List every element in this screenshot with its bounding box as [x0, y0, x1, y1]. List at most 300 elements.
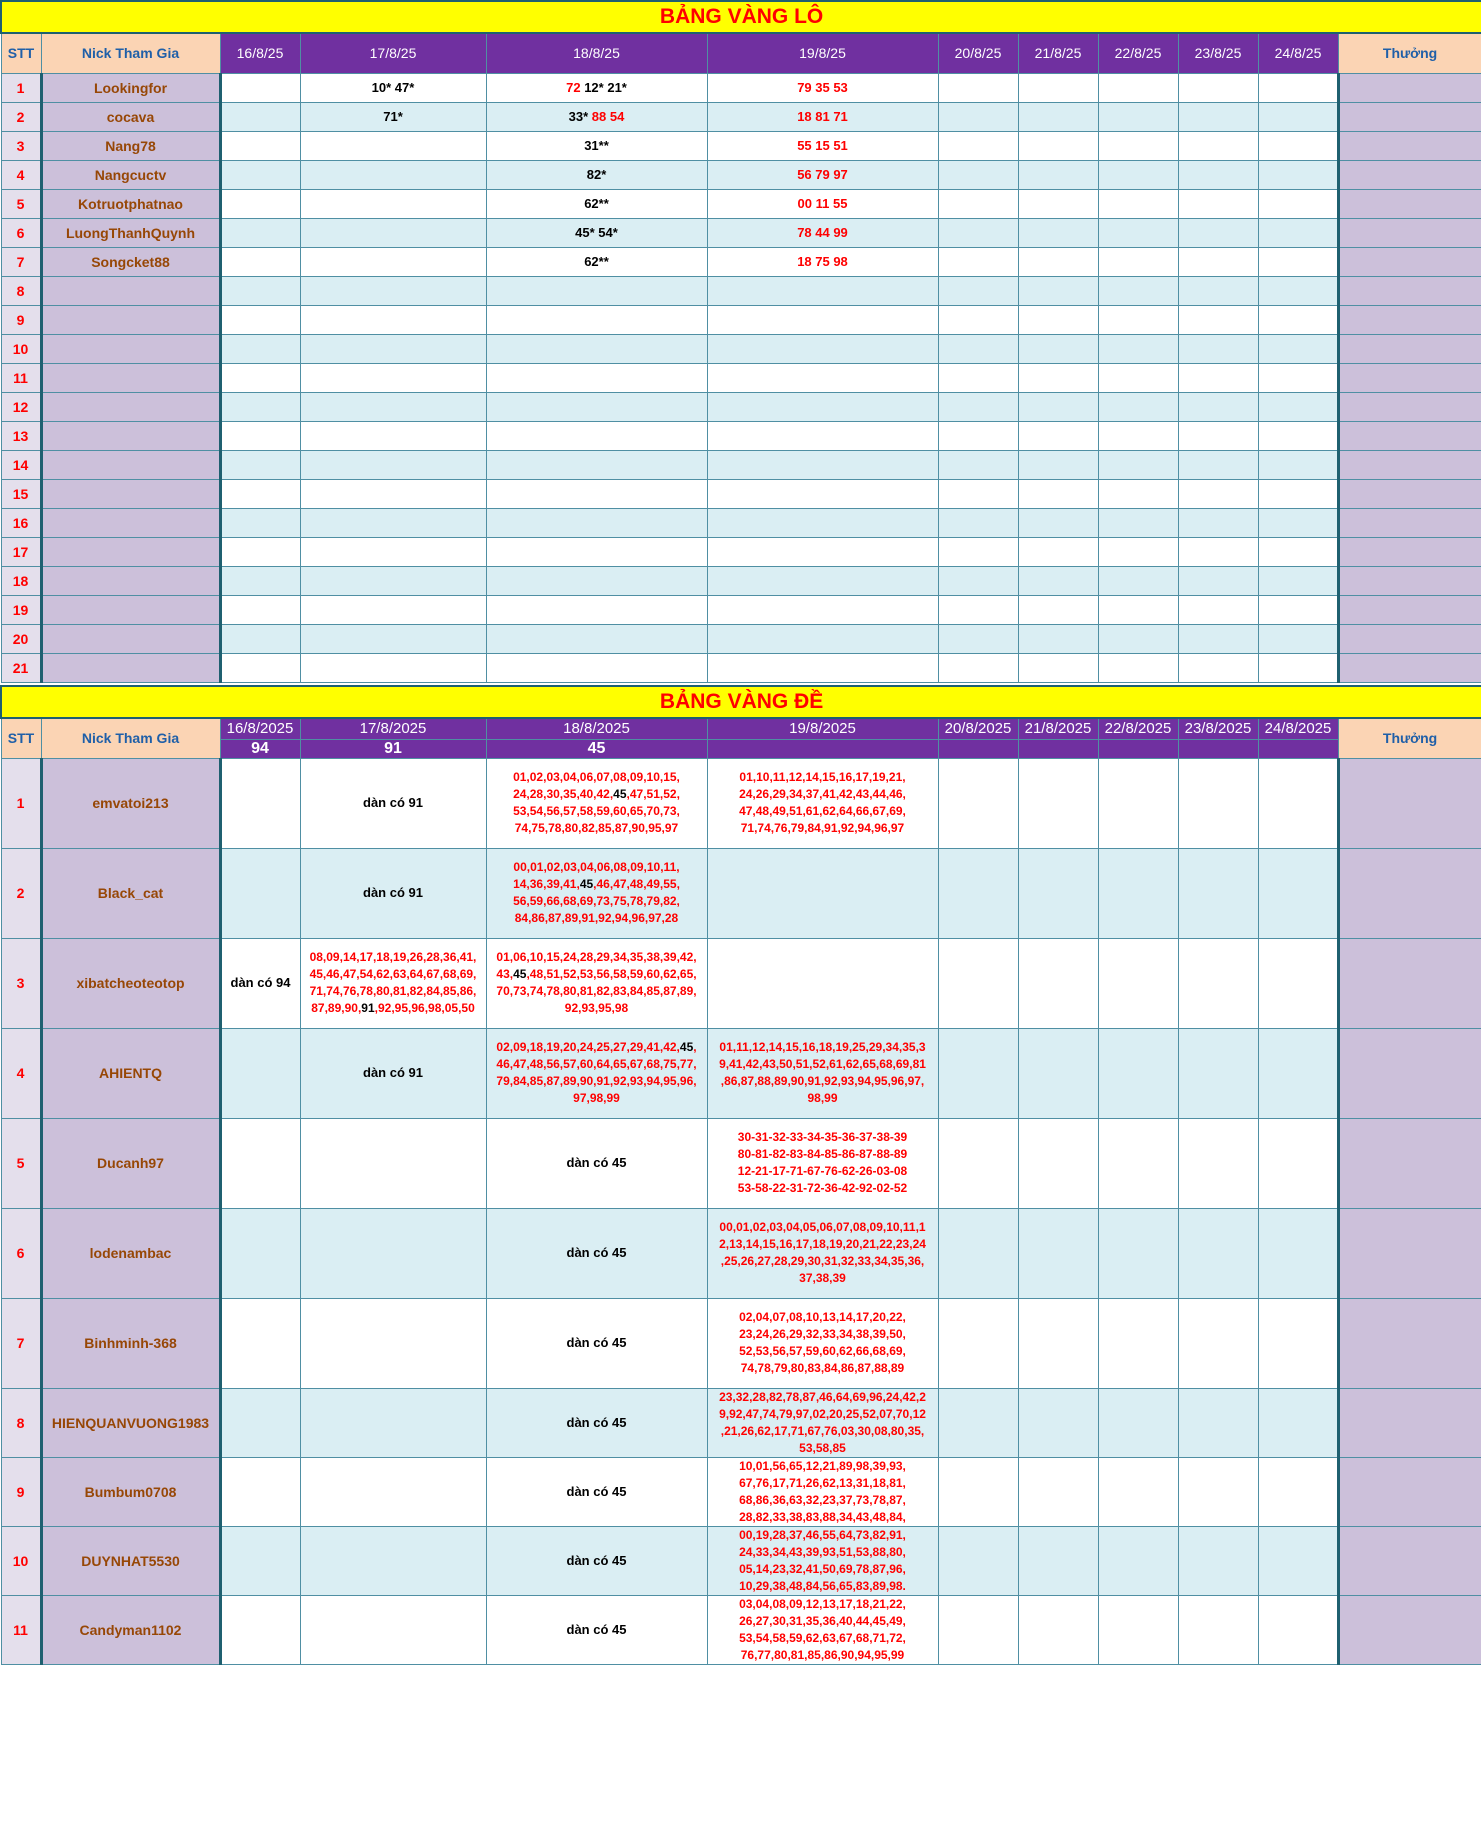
de-entry-part: dàn có 45	[566, 1621, 627, 1637]
row-cell-23-8-25	[1178, 450, 1258, 479]
row-cell-17-8-25	[300, 537, 486, 566]
row-cell-18-8-25	[486, 276, 707, 305]
row-cell-22-8-25	[1098, 247, 1178, 276]
lo-entry-part: 33*	[568, 108, 592, 124]
row-reward	[1338, 450, 1481, 479]
table-row	[1, 566, 1481, 595]
lo-date-header: 20/8/25	[938, 33, 1018, 73]
row-cell-17-8-2025	[300, 848, 486, 938]
row-cell-23-8-25	[1178, 276, 1258, 305]
row-cell-21-8-25	[1018, 102, 1098, 131]
row-cell-21-8-25	[1018, 392, 1098, 421]
row-cell-18-8-25	[486, 595, 707, 624]
lo-entry-part: 55 15 51	[797, 137, 848, 153]
row-stt: 10	[1, 334, 41, 363]
row-cell-18-8-25	[486, 160, 707, 189]
row-cell-20-8-25	[938, 247, 1018, 276]
row-cell-24-8-2025	[1258, 1457, 1338, 1526]
row-cell-19-8-2025	[707, 1118, 938, 1208]
de-title: BẢNG VÀNG ĐỀ	[1, 686, 1481, 718]
row-cell-16-8-2025	[220, 1457, 300, 1526]
row-stt: 3	[1, 938, 41, 1028]
table-row	[1, 1208, 1481, 1298]
row-reward	[1338, 1526, 1481, 1595]
row-stt: 21	[1, 653, 41, 682]
de-entry-part: 03,04,08,09,12,13,17,18,21,22, 26,27,30,31,35,36,40,44,45,49, 53,54,58,59,62,63,67,68,71,72, 76,77,80,81,85,86,90,94,95,99	[739, 1596, 906, 1662]
row-cell-21-8-2025	[1018, 1028, 1098, 1118]
row-cell-17-8-25	[300, 624, 486, 653]
row-cell-18-8-2025	[486, 758, 707, 848]
row-cell-21-8-2025	[1018, 1595, 1098, 1664]
row-cell-24-8-25	[1258, 73, 1338, 102]
row-cell-24-8-25	[1258, 102, 1338, 131]
row-nick	[41, 537, 220, 566]
table-row	[1, 1457, 1481, 1526]
row-stt: 5	[1, 189, 41, 218]
lo-entry-part: 12* 21*	[584, 79, 627, 95]
row-cell-16-8-25	[220, 131, 300, 160]
de-entry-part: 45	[679, 1040, 694, 1054]
row-cell-19-8-2025	[707, 1208, 938, 1298]
de-entry-part: dàn có 94	[230, 975, 291, 990]
row-cell-23-8-25	[1178, 160, 1258, 189]
row-cell-21-8-25	[1018, 189, 1098, 218]
row-cell-23-8-25	[1178, 653, 1258, 682]
row-cell-19-8-25	[707, 276, 938, 305]
table-row	[1, 189, 1481, 218]
row-cell-20-8-25	[938, 218, 1018, 247]
row-cell-16-8-2025	[220, 1526, 300, 1595]
row-cell-17-8-25	[300, 566, 486, 595]
row-cell-24-8-25	[1258, 247, 1338, 276]
row-cell-21-8-25	[1018, 276, 1098, 305]
row-cell-20-8-25	[938, 160, 1018, 189]
table-row	[1, 653, 1481, 682]
row-cell-20-8-25	[938, 363, 1018, 392]
row-stt: 6	[1, 218, 41, 247]
row-cell-16-8-2025	[220, 1595, 300, 1664]
row-nick	[41, 624, 220, 653]
row-cell-24-8-25	[1258, 131, 1338, 160]
row-reward	[1338, 595, 1481, 624]
lo-stt-header: STT	[1, 33, 41, 73]
row-cell-16-8-25	[220, 566, 300, 595]
lo-entry-part: 18 75 98	[797, 253, 848, 269]
row-cell-21-8-25	[1018, 131, 1098, 160]
row-cell-22-8-25	[1098, 479, 1178, 508]
row-cell-23-8-2025	[1178, 938, 1258, 1028]
row-cell-23-8-25	[1178, 508, 1258, 537]
de-entry-part: dàn có 45	[566, 1335, 627, 1350]
lo-entry-part: 78 44 99	[797, 224, 848, 240]
row-cell-22-8-25	[1098, 450, 1178, 479]
row-stt: 10	[1, 1526, 41, 1595]
row-cell-17-8-2025	[300, 1595, 486, 1664]
row-stt: 4	[1, 160, 41, 189]
de-date-header: 18/8/2025	[486, 718, 707, 740]
de-result	[1258, 739, 1338, 758]
row-cell-16-8-25	[220, 102, 300, 131]
de-entry-part: dàn có 45	[566, 1414, 627, 1430]
row-cell-20-8-2025	[938, 1526, 1018, 1595]
row-cell-23-8-25	[1178, 247, 1258, 276]
row-cell-24-8-2025	[1258, 1028, 1338, 1118]
de-entry-part: 08,09,14,17,18,19,26,28,36,41, 45,46,47,54,62,63,64,67,68,69, 71,74,76,78,80,81,82,84,85,86, 87,89,90,	[309, 950, 477, 1015]
row-nick	[41, 363, 220, 392]
row-nick: DUYNHAT5530	[41, 1526, 220, 1595]
lo-entry-part: 79 35 53	[797, 79, 848, 95]
row-cell-16-8-25	[220, 508, 300, 537]
lo-date-header: 17/8/25	[300, 33, 486, 73]
row-cell-17-8-25	[300, 305, 486, 334]
row-stt: 13	[1, 421, 41, 450]
de-entry-part: 01,11,12,14,15,16,18,19,25,29,34,35,3 9,41,42,43,50,51,52,61,62,65,68,69,81 ,86,87,88,89,90,91,92,93,94,95,96,97, 98,99	[719, 1040, 926, 1105]
table-row	[1, 479, 1481, 508]
table-row	[1, 305, 1481, 334]
table-row	[1, 1526, 1481, 1595]
de-date-header: 23/8/2025	[1178, 718, 1258, 740]
row-stt: 5	[1, 1118, 41, 1208]
row-cell-22-8-25	[1098, 189, 1178, 218]
row-cell-19-8-2025	[707, 938, 938, 1028]
row-cell-17-8-2025	[300, 1298, 486, 1388]
row-reward	[1338, 247, 1481, 276]
row-cell-17-8-2025	[300, 1388, 486, 1457]
row-cell-21-8-25	[1018, 334, 1098, 363]
row-cell-22-8-2025	[1098, 758, 1178, 848]
de-result: 94	[220, 739, 300, 758]
row-stt: 8	[1, 276, 41, 305]
row-cell-18-8-25	[486, 247, 707, 276]
row-nick: LuongThanhQuynh	[41, 218, 220, 247]
row-cell-20-8-2025	[938, 1118, 1018, 1208]
row-cell-19-8-25	[707, 305, 938, 334]
row-cell-23-8-2025	[1178, 1298, 1258, 1388]
row-cell-20-8-25	[938, 450, 1018, 479]
row-cell-23-8-25	[1178, 102, 1258, 131]
row-cell-23-8-25	[1178, 566, 1258, 595]
row-cell-19-8-25	[707, 566, 938, 595]
row-cell-22-8-25	[1098, 653, 1178, 682]
row-reward	[1338, 624, 1481, 653]
row-cell-16-8-25	[220, 392, 300, 421]
row-cell-16-8-25	[220, 73, 300, 102]
de-stt-header: STT	[1, 718, 41, 759]
de-entry-part: 00,19,28,37,46,55,64,73,82,91, 24,33,34,43,39,93,51,53,88,80, 05,14,23,32,41,50,69,78,87,96, 10,29,38,48,84,56,65,83,89,98.	[739, 1527, 906, 1593]
row-cell-22-8-2025	[1098, 1595, 1178, 1664]
row-cell-19-8-25	[707, 218, 938, 247]
row-cell-24-8-2025	[1258, 1595, 1338, 1664]
row-cell-17-8-25	[300, 218, 486, 247]
row-cell-21-8-25	[1018, 218, 1098, 247]
row-cell-23-8-2025	[1178, 1388, 1258, 1457]
row-cell-18-8-25	[486, 334, 707, 363]
row-cell-16-8-25	[220, 160, 300, 189]
row-cell-18-8-2025	[486, 938, 707, 1028]
row-nick	[41, 334, 220, 363]
row-reward	[1338, 334, 1481, 363]
row-cell-21-8-25	[1018, 595, 1098, 624]
row-cell-23-8-25	[1178, 595, 1258, 624]
row-cell-22-8-2025	[1098, 1388, 1178, 1457]
row-cell-16-8-2025	[220, 938, 300, 1028]
row-nick	[41, 421, 220, 450]
lo-date-header: 22/8/25	[1098, 33, 1178, 73]
row-cell-23-8-2025	[1178, 758, 1258, 848]
row-cell-16-8-2025	[220, 1298, 300, 1388]
row-cell-24-8-2025	[1258, 1388, 1338, 1457]
row-cell-24-8-2025	[1258, 1298, 1338, 1388]
de-entry-part: 01,10,11,12,14,15,16,17,19,21, 24,26,29,34,37,41,42,43,44,46, 47,48,49,51,61,62,64,66,67,69, 71,74,76,79,84,91,92,94,96,97	[739, 770, 906, 835]
row-reward	[1338, 363, 1481, 392]
row-cell-16-8-2025	[220, 848, 300, 938]
row-nick	[41, 276, 220, 305]
row-cell-22-8-25	[1098, 595, 1178, 624]
table-row	[1, 1118, 1481, 1208]
row-reward	[1338, 653, 1481, 682]
row-cell-24-8-25	[1258, 421, 1338, 450]
row-cell-22-8-2025	[1098, 1457, 1178, 1526]
row-cell-19-8-25	[707, 595, 938, 624]
row-nick: Songcket88	[41, 247, 220, 276]
row-cell-17-8-2025	[300, 938, 486, 1028]
row-cell-22-8-2025	[1098, 1298, 1178, 1388]
lo-date-header: 16/8/25	[220, 33, 300, 73]
row-stt: 1	[1, 73, 41, 102]
row-nick: Bumbum0708	[41, 1457, 220, 1526]
row-cell-23-8-25	[1178, 363, 1258, 392]
lo-date-header: 19/8/25	[707, 33, 938, 73]
row-cell-16-8-25	[220, 479, 300, 508]
row-cell-24-8-25	[1258, 276, 1338, 305]
row-nick	[41, 305, 220, 334]
de-date-header: 20/8/2025	[938, 718, 1018, 740]
row-reward	[1338, 938, 1481, 1028]
row-cell-20-8-25	[938, 537, 1018, 566]
table-row	[1, 131, 1481, 160]
row-cell-19-8-25	[707, 247, 938, 276]
row-cell-21-8-25	[1018, 537, 1098, 566]
lo-title: BẢNG VÀNG LÔ	[1, 1, 1481, 33]
row-cell-16-8-25	[220, 421, 300, 450]
row-nick	[41, 450, 220, 479]
row-cell-19-8-2025	[707, 1457, 938, 1526]
row-reward	[1338, 1298, 1481, 1388]
row-cell-24-8-25	[1258, 218, 1338, 247]
row-cell-21-8-2025	[1018, 1298, 1098, 1388]
row-cell-23-8-2025	[1178, 848, 1258, 938]
row-cell-22-8-25	[1098, 421, 1178, 450]
row-cell-19-8-25	[707, 131, 938, 160]
row-cell-20-8-25	[938, 392, 1018, 421]
row-cell-22-8-25	[1098, 334, 1178, 363]
row-cell-18-8-2025	[486, 1526, 707, 1595]
row-nick: xibatcheoteotop	[41, 938, 220, 1028]
row-cell-22-8-25	[1098, 305, 1178, 334]
row-nick: Black_cat	[41, 848, 220, 938]
row-cell-24-8-25	[1258, 334, 1338, 363]
row-cell-24-8-25	[1258, 305, 1338, 334]
row-cell-16-8-25	[220, 247, 300, 276]
row-cell-17-8-25	[300, 392, 486, 421]
row-cell-17-8-2025	[300, 1457, 486, 1526]
row-cell-16-8-25	[220, 334, 300, 363]
row-cell-19-8-25	[707, 73, 938, 102]
row-cell-24-8-2025	[1258, 758, 1338, 848]
row-cell-24-8-25	[1258, 160, 1338, 189]
row-cell-20-8-25	[938, 566, 1018, 595]
de-entry-part: 10,01,56,65,12,21,89,98,39,93, 67,76,17,71,26,62,13,31,18,81, 68,86,36,63,32,23,37,73,78,87, 28,82,33,38,83,88,34,43,48,84,	[739, 1458, 906, 1524]
de-entry-part: 45	[613, 787, 627, 801]
lo-table	[0, 0, 1481, 683]
row-cell-20-8-2025	[938, 848, 1018, 938]
de-date-header: 17/8/2025	[300, 718, 486, 740]
row-cell-19-8-25	[707, 479, 938, 508]
row-nick	[41, 566, 220, 595]
row-cell-16-8-25	[220, 218, 300, 247]
row-reward	[1338, 218, 1481, 247]
de-entry-part: 00,01,02,03,04,06,08,09,10,11, 14,36,39,41,	[513, 860, 680, 891]
row-reward	[1338, 160, 1481, 189]
row-cell-17-8-25	[300, 102, 486, 131]
lo-entry-part: 31**	[584, 137, 609, 153]
row-nick: emvatoi213	[41, 758, 220, 848]
row-reward	[1338, 421, 1481, 450]
row-cell-21-8-25	[1018, 305, 1098, 334]
row-cell-21-8-25	[1018, 160, 1098, 189]
row-cell-20-8-25	[938, 421, 1018, 450]
row-cell-18-8-25	[486, 566, 707, 595]
de-entry-part: 02,04,07,08,10,13,14,17,20,22, 23,24,26,29,32,33,34,38,39,50, 52,53,56,57,59,60,62,66,68,69, 74,78,79,80,83,84,86,87,88,89	[739, 1310, 906, 1375]
de-date-header: 19/8/2025	[707, 718, 938, 740]
row-cell-20-8-25	[938, 189, 1018, 218]
row-cell-16-8-2025	[220, 1118, 300, 1208]
lo-entry-part: 88 54	[591, 108, 625, 124]
lo-entry-part: 56 79 97	[797, 166, 848, 182]
row-cell-21-8-25	[1018, 73, 1098, 102]
row-reward	[1338, 848, 1481, 938]
row-cell-19-8-25	[707, 334, 938, 363]
row-cell-17-8-2025	[300, 1526, 486, 1595]
row-nick: HIENQUANVUONG1983	[41, 1388, 220, 1457]
row-cell-19-8-2025	[707, 1526, 938, 1595]
row-nick: Lookingfor	[41, 73, 220, 102]
row-cell-16-8-2025	[220, 1028, 300, 1118]
row-cell-24-8-25	[1258, 624, 1338, 653]
table-row	[1, 160, 1481, 189]
row-cell-18-8-25	[486, 479, 707, 508]
de-entry-part: dàn có 91	[363, 795, 423, 810]
row-nick	[41, 479, 220, 508]
de-entry-part: , 46,47,48,56,57,60,64,65,67,68,75,77, 79,84,85,87,89,90,91,92,93,94,95,96, 97,98,99	[496, 1040, 697, 1105]
row-cell-22-8-2025	[1098, 1028, 1178, 1118]
row-cell-23-8-2025	[1178, 1526, 1258, 1595]
row-cell-18-8-2025	[486, 1298, 707, 1388]
row-stt: 11	[1, 1595, 41, 1664]
table-row	[1, 1388, 1481, 1457]
row-cell-20-8-25	[938, 305, 1018, 334]
row-cell-21-8-2025	[1018, 938, 1098, 1028]
lo-entry-part: 62**	[584, 195, 609, 211]
table-row	[1, 334, 1481, 363]
row-cell-17-8-2025	[300, 1028, 486, 1118]
row-cell-19-8-25	[707, 508, 938, 537]
row-cell-20-8-2025	[938, 1457, 1018, 1526]
table-row	[1, 73, 1481, 102]
de-date-header: 22/8/2025	[1098, 718, 1178, 740]
row-reward	[1338, 1388, 1481, 1457]
lo-date-header: 24/8/25	[1258, 33, 1338, 73]
row-stt: 11	[1, 363, 41, 392]
de-result	[1098, 739, 1178, 758]
row-reward	[1338, 1028, 1481, 1118]
table-row	[1, 595, 1481, 624]
row-cell-22-8-25	[1098, 392, 1178, 421]
table-row	[1, 450, 1481, 479]
de-entry-part: dàn có 45	[566, 1245, 627, 1260]
de-entry-part: 02,09,18,19,20,24,25,27,29,41,42,	[496, 1040, 680, 1054]
row-stt: 6	[1, 1208, 41, 1298]
row-cell-18-8-25	[486, 392, 707, 421]
row-cell-21-8-2025	[1018, 1457, 1098, 1526]
row-reward	[1338, 392, 1481, 421]
table-row	[1, 363, 1481, 392]
row-cell-18-8-25	[486, 102, 707, 131]
row-reward	[1338, 479, 1481, 508]
row-cell-17-8-25	[300, 450, 486, 479]
row-cell-21-8-2025	[1018, 758, 1098, 848]
row-nick	[41, 595, 220, 624]
row-nick: Binhminh-368	[41, 1298, 220, 1388]
row-cell-19-8-25	[707, 653, 938, 682]
row-cell-18-8-2025	[486, 1595, 707, 1664]
row-cell-16-8-25	[220, 276, 300, 305]
row-cell-23-8-2025	[1178, 1595, 1258, 1664]
row-cell-18-8-2025	[486, 1118, 707, 1208]
row-cell-21-8-25	[1018, 624, 1098, 653]
row-cell-20-8-2025	[938, 1298, 1018, 1388]
row-cell-20-8-25	[938, 595, 1018, 624]
de-table	[0, 685, 1481, 1665]
row-cell-19-8-25	[707, 450, 938, 479]
row-cell-18-8-2025	[486, 1208, 707, 1298]
de-date-header: 16/8/2025	[220, 718, 300, 740]
row-cell-21-8-25	[1018, 363, 1098, 392]
lo-date-header: 18/8/25	[486, 33, 707, 73]
row-cell-21-8-2025	[1018, 1208, 1098, 1298]
row-cell-22-8-2025	[1098, 1208, 1178, 1298]
row-cell-24-8-25	[1258, 653, 1338, 682]
row-cell-17-8-25	[300, 276, 486, 305]
row-cell-19-8-25	[707, 392, 938, 421]
de-entry-part: dàn có 91	[363, 885, 423, 900]
de-entry-part: 91	[361, 1001, 375, 1015]
row-cell-24-8-25	[1258, 450, 1338, 479]
row-cell-17-8-2025	[300, 1118, 486, 1208]
row-cell-19-8-2025	[707, 848, 938, 938]
row-cell-19-8-2025	[707, 1595, 938, 1664]
row-cell-19-8-25	[707, 363, 938, 392]
row-cell-18-8-25	[486, 218, 707, 247]
row-cell-18-8-2025	[486, 1388, 707, 1457]
row-reward	[1338, 189, 1481, 218]
row-cell-24-8-25	[1258, 508, 1338, 537]
table-row	[1, 1595, 1481, 1664]
row-reward	[1338, 1595, 1481, 1664]
row-stt: 9	[1, 305, 41, 334]
table-row	[1, 758, 1481, 848]
row-cell-24-8-25	[1258, 189, 1338, 218]
